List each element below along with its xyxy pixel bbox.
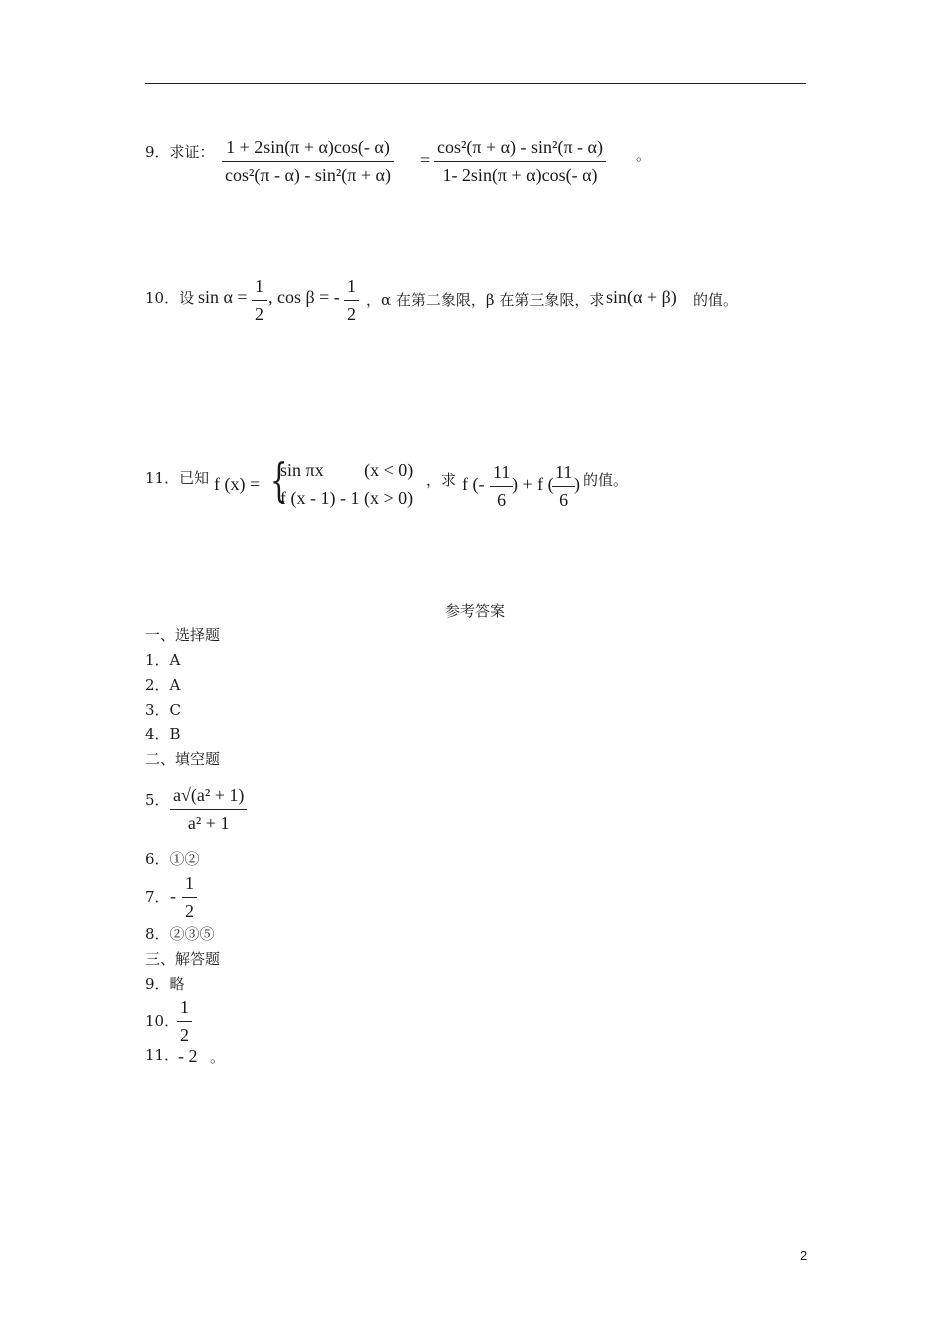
problem-10-sin-alpha: sin α = (198, 287, 248, 307)
answer-6: 6．①② (145, 850, 200, 868)
problem-11-frac-2-num: 11 (552, 462, 575, 487)
answer-11-end: 。 (210, 1048, 226, 1066)
answer-10-numerator: 1 (177, 997, 192, 1022)
problem-9-rhs-numerator: cos²(π + α) - sin²(π - α) (434, 137, 606, 162)
answer-3: 3．C (145, 701, 182, 719)
problem-11-label: 11．已知 (145, 469, 210, 487)
problem-10-target: sin(α + β) (606, 287, 677, 307)
problem-11-frac-2-den: 6 (559, 490, 569, 510)
answer-10-denominator: 2 (180, 1025, 189, 1045)
answer-4: 4．B (145, 725, 181, 743)
problem-10-text-mid: ，α 在第二象限，β 在第三象限，求 (366, 291, 605, 309)
answer-5-fraction (170, 785, 247, 834)
problem-10-half-1-den: 2 (255, 304, 264, 324)
problem-11-frac-1-den: 6 (497, 490, 507, 510)
problem-11-close: ) (574, 474, 580, 494)
problem-9 (145, 143, 215, 161)
problem-11-case-1: sin πx (x < 0) (280, 460, 414, 480)
answer-7-denominator: 2 (185, 901, 194, 921)
problem-11-plus: ) + f ( (512, 474, 554, 494)
problem-10-half-1 (252, 276, 267, 325)
problem-11-case-2: f (x - 1) - 1 (x > 0) (280, 488, 414, 508)
answer-11-value: - 2 (178, 1046, 198, 1066)
answer-10-label: 10． (145, 1012, 180, 1030)
answer-7-numerator: 1 (182, 873, 197, 898)
problem-9-lhs-numerator: 1 + 2sin(π + α)cos(- α) (222, 137, 394, 162)
problem-9-end: 。 (636, 146, 652, 164)
problem-9-rhs-fraction (434, 137, 606, 186)
answer-7-sign: - (170, 886, 176, 906)
answer-8: 8．②③⑤ (145, 925, 215, 943)
problem-11-f-neg: f (- (462, 474, 485, 494)
problem-10-label: 10．设 (145, 289, 195, 307)
answer-11-label: 11． (145, 1046, 180, 1064)
problem-11-frac-1 (490, 462, 513, 511)
problem-10-half-2 (344, 276, 359, 325)
answer-5-denominator: a² + 1 (187, 813, 230, 833)
answer-9: 9．略 (145, 975, 185, 993)
problem-10-cos-beta: , cos β = - (268, 287, 340, 307)
problem-10-half-2-den: 2 (347, 304, 356, 324)
answers-section-3: 三、解答题 (145, 950, 221, 968)
problem-11-fx: f (x) = (214, 474, 261, 494)
problem-9-lhs-fraction (222, 137, 394, 186)
page-number: 2 (800, 1248, 808, 1263)
header-rule (145, 83, 806, 84)
problem-9-equals: = (420, 150, 431, 170)
answers-title: 参考答案 (444, 602, 505, 620)
answer-2: 2．A (145, 676, 181, 694)
problem-9-label: 9．求证： (145, 143, 215, 161)
problem-11-cases (270, 453, 414, 512)
problem-11 (145, 469, 209, 487)
answers-section-1: 一、选择题 (145, 626, 221, 644)
problem-9-rhs-denominator: 1- 2sin(π + α)cos(- α) (442, 165, 598, 185)
answer-5-label: 5． (145, 791, 170, 809)
problem-11-end: 的值。 (583, 471, 629, 489)
answer-1: 1．A (145, 651, 181, 669)
problem-11-frac-2 (552, 462, 575, 511)
answers-section-2: 二、填空题 (145, 750, 221, 768)
problem-9-lhs-denominator: cos²(π - α) - sin²(π + α) (225, 165, 391, 185)
answer-7-label: 7． (145, 888, 170, 906)
problem-10-text-end: 的值。 (693, 291, 739, 309)
answer-5-numerator: a√(a² + 1) (170, 785, 247, 810)
left-brace-icon: { (270, 453, 288, 507)
answer-10-fraction (177, 997, 192, 1046)
problem-10 (145, 289, 194, 307)
problem-11-frac-1-num: 11 (490, 462, 513, 487)
answer-7-fraction (182, 873, 197, 922)
problem-11-ask: ，求 (426, 471, 457, 489)
problem-10-half-1-num: 1 (252, 276, 267, 301)
problem-10-half-2-num: 1 (344, 276, 359, 301)
